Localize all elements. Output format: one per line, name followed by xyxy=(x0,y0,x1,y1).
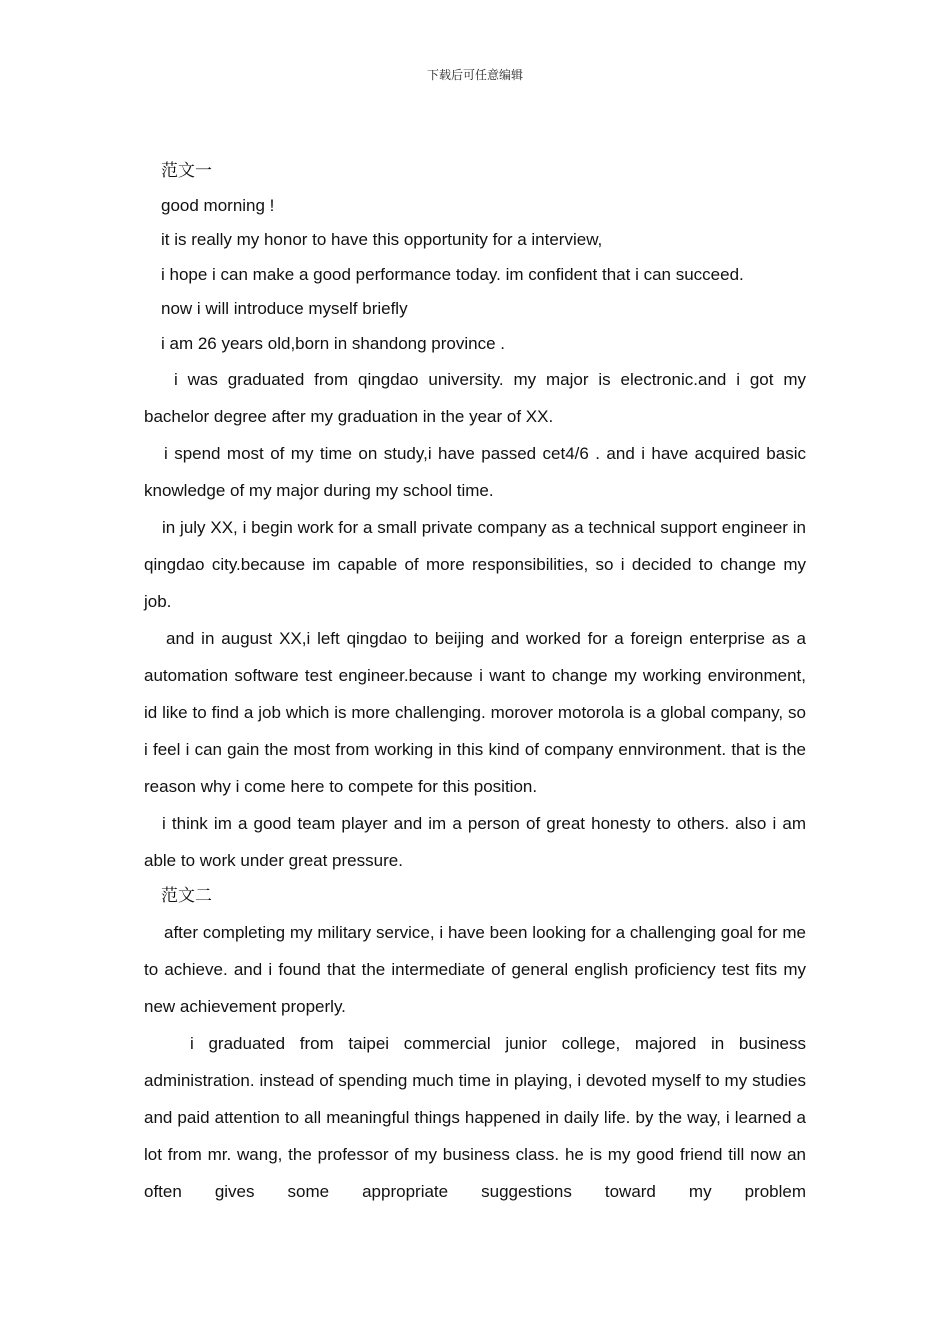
paragraph-team-player: i think im a good team player and im a person of great honesty to others. also i am able to work under great pressure. xyxy=(144,814,806,870)
paragraph-age: i am 26 years old,born in shandong province . xyxy=(161,333,505,353)
paragraph-performance: i hope i can make a good performance today. im confident that i can succeed. xyxy=(161,264,744,284)
paragraph-introduce: now i will introduce myself briefly xyxy=(161,299,408,318)
section-title-2: 范文二 xyxy=(161,886,212,906)
paragraph-college: i graduated from taipei commercial junior college, majored in business administration. instead of spending much time in playing, i devoted myself to my studies and paid attention to all meaningful things happened in daily life. by the way, i learned a lot from mr. wang, the professor of my business class. he is my good friend till now an often gives some appropriate suggestions toward my problem xyxy=(144,1033,806,1201)
paragraph-honor: it is really my honor to have this opportunity for a interview, xyxy=(161,230,603,249)
paragraph-greeting: good morning ! xyxy=(161,195,275,215)
paragraph-education: i was graduated from qingdao university. my major is electronic.and i got my bachelor degree after my graduation in the year of XX. xyxy=(144,370,806,426)
section-title-1: 范文一 xyxy=(161,161,212,181)
document-body xyxy=(144,154,806,1210)
paragraph-second-job: and in august XX,i left qingdao to beijing and worked for a foreign enterprise as a automation software test engineer.because i want to change my working environment, id like to find a job which is more challenging. morover motorola is a global company, so i feel i can gain the most from working in this kind of company ennvironment. that is the reason why i come here to compete for this position. xyxy=(144,629,806,796)
paragraph-military: after completing my military service, i have been looking for a challenging goal for me to achieve. and i found that the intermediate of general english proficiency test fits my new achievement properly. xyxy=(144,922,806,1016)
paragraph-study: i spend most of my time on study,i have passed cet4/6 . and i have acquired basic knowledge of my major during my school time. xyxy=(144,444,806,500)
paragraph-first-job: in july XX, i begin work for a small private company as a technical support engineer in qingdao city.because im capable of more responsibilities, so i decided to change my job. xyxy=(144,518,806,611)
page-header: 下载后可任意编辑 xyxy=(426,68,523,82)
